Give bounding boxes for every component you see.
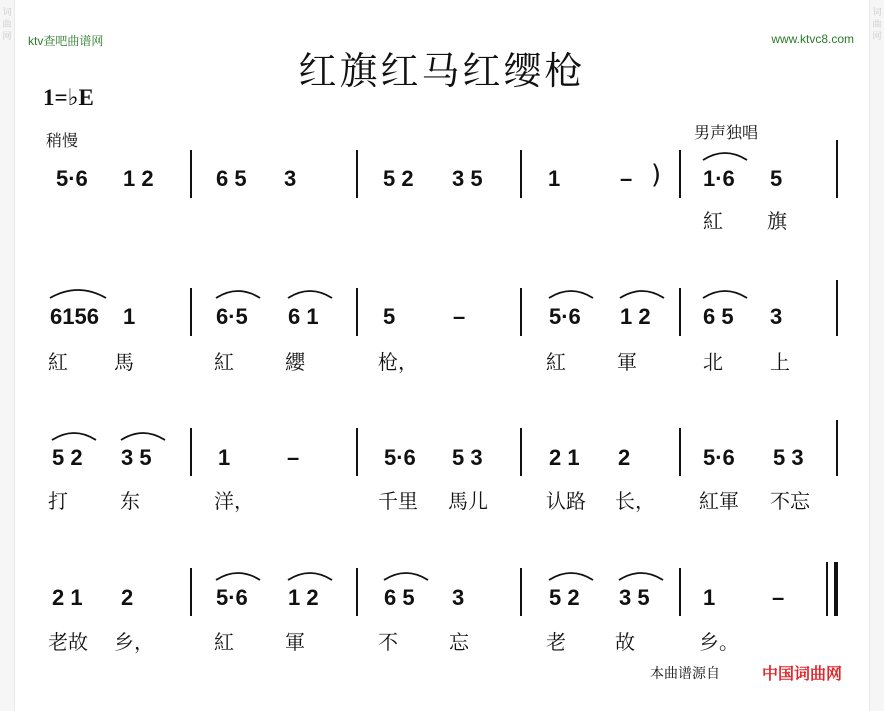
note-group: 6 1 <box>288 304 319 329</box>
slur-arc <box>216 573 260 580</box>
note-group: 1 2 <box>123 166 154 191</box>
note-group: 5 2 <box>52 445 83 470</box>
slur-arc <box>549 291 593 298</box>
lyric: 紅軍 <box>699 489 739 513</box>
lyric: 乡。 <box>699 630 739 654</box>
note-group: 1 2 <box>288 585 319 610</box>
lyric: 上 <box>770 350 790 374</box>
note-group: – <box>772 585 785 610</box>
note-group: 5·6 <box>703 445 735 470</box>
lyric: 不 <box>378 630 398 654</box>
lyric: 軍 <box>285 630 305 654</box>
note-group: 3 <box>284 166 297 191</box>
note-group: 5·6 <box>56 166 88 191</box>
side-mark: 曲 <box>872 20 882 30</box>
note-group: 6 5 <box>384 585 415 610</box>
lyric: 忘 <box>449 630 469 654</box>
lyric: 千里 <box>378 489 418 513</box>
lyric: 东 <box>120 489 140 513</box>
lyric: 故 <box>615 630 635 654</box>
note-group: 1 <box>703 585 716 610</box>
source-label: 本曲谱源自 <box>650 666 720 682</box>
note-group: 5 2 <box>549 585 580 610</box>
source-brand[interactable]: 中国词曲网 <box>762 664 843 683</box>
note-group: 2 <box>121 585 134 610</box>
note-group: 5 2 <box>383 166 414 191</box>
lyric: 紅 <box>214 350 234 374</box>
note-group: 1·6 <box>703 166 735 191</box>
note-group: 5·6 <box>216 585 248 610</box>
side-mark: 网 <box>872 32 882 42</box>
lyric: 纓 <box>285 350 305 374</box>
lyric: 馬儿 <box>448 489 488 513</box>
lyric: 不忘 <box>770 489 810 513</box>
lyric: 紅 <box>214 630 234 654</box>
note-group: 2 1 <box>52 585 83 610</box>
lyric: 长， <box>615 489 655 513</box>
note-group: 6 5 <box>703 304 734 329</box>
lyric: 老故 <box>48 630 88 654</box>
performer-label: 男声独唱 <box>694 123 759 142</box>
note-group: – <box>287 445 300 470</box>
lyric: 北 <box>703 350 723 374</box>
note-group: 3 5 <box>121 445 152 470</box>
key-signature: 1=♭E <box>43 85 94 110</box>
lyric: 洋， <box>214 489 254 513</box>
lyric: 认路 <box>546 489 586 513</box>
note-group: 1 <box>548 166 561 191</box>
lyric: 紅 <box>703 209 723 233</box>
note-group: 5·6 <box>384 445 416 470</box>
slur-arc <box>216 291 260 298</box>
lyric: 老 <box>546 630 566 654</box>
lyric: 紅 <box>546 350 566 374</box>
note-group: 6156 <box>50 304 99 329</box>
lyric: 旗 <box>767 209 787 233</box>
side-mark: 词 <box>2 8 12 18</box>
note-group: 5 <box>383 304 396 329</box>
note-group: 2 <box>618 445 631 470</box>
note-group: 5 <box>770 166 783 191</box>
lyric: 打 <box>48 489 68 513</box>
lyric: 紅 <box>48 350 68 374</box>
slur-arc <box>703 291 747 298</box>
note-group: 6 5 <box>216 166 247 191</box>
slur-arc <box>121 433 165 440</box>
site-watermark-left: ktv查吧曲谱网 <box>28 34 104 48</box>
note-group: 3 <box>452 585 465 610</box>
slur-arc <box>384 573 428 580</box>
note-group: 3 5 <box>619 585 650 610</box>
note-group: 5 3 <box>452 445 483 470</box>
tempo-marking: 稍慢 <box>46 131 79 150</box>
slur-arc <box>52 433 96 440</box>
note-group: 5·6 <box>549 304 581 329</box>
slur-arc <box>288 291 332 298</box>
slur-arc <box>50 290 106 298</box>
note-group: – <box>453 304 466 329</box>
side-mark: 词 <box>872 8 882 18</box>
note-group: 3 5 <box>452 166 483 191</box>
lyric: 軍 <box>617 350 637 374</box>
lyric: 乡， <box>114 630 154 654</box>
slur-arc <box>703 153 747 160</box>
note-group: 1 <box>218 445 231 470</box>
slur-arc <box>288 573 332 580</box>
note-group: 2 1 <box>549 445 580 470</box>
note-group: 1 <box>123 304 136 329</box>
lyric: 枪， <box>378 350 418 374</box>
repeat-paren: ) <box>651 160 662 190</box>
song-title: 红旗红马红缨枪 <box>298 49 586 93</box>
lyric: 馬 <box>114 350 134 374</box>
side-mark: 曲 <box>2 20 12 30</box>
slur-arc <box>620 291 664 298</box>
note-group: 3 <box>770 304 783 329</box>
slur-arc <box>619 573 663 580</box>
note-group: 6·5 <box>216 304 248 329</box>
side-mark: 网 <box>2 32 12 42</box>
note-group: 5 3 <box>773 445 804 470</box>
note-group: – <box>620 166 633 191</box>
slur-arc <box>549 573 593 580</box>
site-watermark-right: www.ktvc8.com <box>771 32 854 46</box>
note-group: 1 2 <box>620 304 651 329</box>
